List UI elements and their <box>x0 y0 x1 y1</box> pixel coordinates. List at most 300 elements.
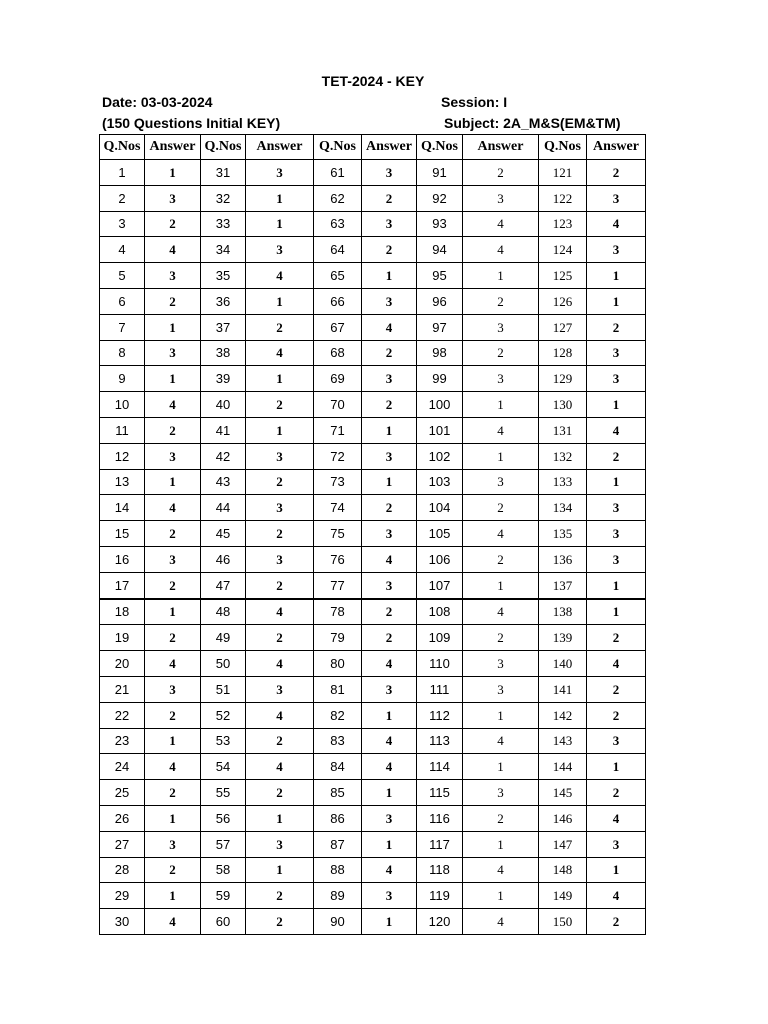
question-number-cell: 22 <box>100 702 145 728</box>
question-number-cell: 147 <box>539 831 587 857</box>
answer-cell: 2 <box>587 160 646 186</box>
answer-cell: 3 <box>362 883 417 909</box>
answer-cell: 1 <box>362 417 417 443</box>
question-number-cell: 28 <box>100 857 145 883</box>
question-number-cell: 149 <box>539 883 587 909</box>
answer-cell: 4 <box>463 728 539 754</box>
answer-cell: 2 <box>463 160 539 186</box>
answer-key-table <box>99 134 646 935</box>
question-number-cell: 115 <box>417 780 463 806</box>
column-header: Answer <box>463 135 539 160</box>
answer-cell: 1 <box>246 805 314 831</box>
page-title: TET-2024 - KEY <box>321 73 425 89</box>
answer-cell: 3 <box>587 546 646 572</box>
answer-cell: 3 <box>362 443 417 469</box>
answer-cell: 3 <box>246 495 314 521</box>
key-description: (150 Questions Initial KEY) <box>102 115 281 131</box>
table-row <box>100 702 646 728</box>
answer-cell: 1 <box>145 805 201 831</box>
question-number-cell: 17 <box>100 572 145 598</box>
answer-cell: 4 <box>246 651 314 677</box>
table-row <box>100 805 646 831</box>
table-row <box>100 237 646 263</box>
answer-cell: 3 <box>587 495 646 521</box>
column-header: Answer <box>362 135 417 160</box>
question-number-cell: 118 <box>417 857 463 883</box>
question-number-cell: 91 <box>417 160 463 186</box>
question-number-cell: 26 <box>100 805 145 831</box>
question-number-cell: 34 <box>201 237 246 263</box>
answer-cell: 2 <box>463 546 539 572</box>
question-number-cell: 98 <box>417 340 463 366</box>
question-number-cell: 74 <box>314 495 362 521</box>
table-row <box>100 263 646 289</box>
question-number-cell: 12 <box>100 443 145 469</box>
question-number-cell: 36 <box>201 288 246 314</box>
question-number-cell: 2 <box>100 185 145 211</box>
answer-cell: 4 <box>145 651 201 677</box>
question-number-cell: 137 <box>539 572 587 598</box>
answer-cell: 1 <box>463 754 539 780</box>
answer-cell: 2 <box>246 314 314 340</box>
answer-cell: 3 <box>145 831 201 857</box>
column-header: Q.Nos <box>100 135 145 160</box>
answer-cell: 4 <box>246 599 314 625</box>
question-number-cell: 131 <box>539 417 587 443</box>
answer-cell: 1 <box>145 728 201 754</box>
question-number-cell: 90 <box>314 909 362 935</box>
answer-cell: 2 <box>246 572 314 598</box>
question-number-cell: 27 <box>100 831 145 857</box>
question-number-cell: 42 <box>201 443 246 469</box>
table-row <box>100 572 646 598</box>
answer-cell: 4 <box>463 211 539 237</box>
answer-cell: 1 <box>587 857 646 883</box>
question-number-cell: 65 <box>314 263 362 289</box>
answer-cell: 4 <box>463 599 539 625</box>
question-number-cell: 128 <box>539 340 587 366</box>
answer-cell: 1 <box>587 599 646 625</box>
exam-date: Date: 03-03-2024 <box>102 94 213 110</box>
answer-cell: 1 <box>362 780 417 806</box>
table-row <box>100 831 646 857</box>
question-number-cell: 94 <box>417 237 463 263</box>
answer-cell: 3 <box>362 572 417 598</box>
column-header: Q.Nos <box>539 135 587 160</box>
question-number-cell: 7 <box>100 314 145 340</box>
answer-cell: 2 <box>246 625 314 651</box>
question-number-cell: 138 <box>539 599 587 625</box>
question-number-cell: 86 <box>314 805 362 831</box>
answer-cell: 2 <box>587 702 646 728</box>
answer-cell: 4 <box>463 521 539 547</box>
answer-cell: 1 <box>145 160 201 186</box>
answer-cell: 4 <box>587 417 646 443</box>
answer-cell: 1 <box>587 263 646 289</box>
question-number-cell: 4 <box>100 237 145 263</box>
answer-cell: 4 <box>362 728 417 754</box>
question-number-cell: 37 <box>201 314 246 340</box>
question-number-cell: 84 <box>314 754 362 780</box>
table-row <box>100 392 646 418</box>
answer-cell: 1 <box>587 288 646 314</box>
question-number-cell: 55 <box>201 780 246 806</box>
table-row <box>100 546 646 572</box>
answer-cell: 1 <box>362 469 417 495</box>
question-number-cell: 41 <box>201 417 246 443</box>
table-row <box>100 469 646 495</box>
question-number-cell: 63 <box>314 211 362 237</box>
answer-cell: 2 <box>145 288 201 314</box>
answer-cell: 2 <box>463 805 539 831</box>
answer-cell: 2 <box>246 521 314 547</box>
answer-cell: 3 <box>362 160 417 186</box>
answer-cell: 3 <box>463 676 539 702</box>
answer-cell: 4 <box>587 651 646 677</box>
answer-cell: 1 <box>362 831 417 857</box>
answer-cell: 2 <box>362 599 417 625</box>
answer-cell: 2 <box>362 185 417 211</box>
answer-cell: 3 <box>587 340 646 366</box>
answer-cell: 4 <box>145 754 201 780</box>
answer-cell: 4 <box>246 702 314 728</box>
answer-cell: 4 <box>587 883 646 909</box>
answer-cell: 3 <box>362 521 417 547</box>
table-row <box>100 625 646 651</box>
answer-cell: 4 <box>145 495 201 521</box>
answer-cell: 2 <box>587 443 646 469</box>
answer-cell: 3 <box>587 728 646 754</box>
question-number-cell: 19 <box>100 625 145 651</box>
question-number-cell: 50 <box>201 651 246 677</box>
question-number-cell: 44 <box>201 495 246 521</box>
table-row <box>100 314 646 340</box>
column-header: Answer <box>246 135 314 160</box>
question-number-cell: 60 <box>201 909 246 935</box>
question-number-cell: 58 <box>201 857 246 883</box>
question-number-cell: 32 <box>201 185 246 211</box>
question-number-cell: 57 <box>201 831 246 857</box>
table-header-row <box>100 135 646 160</box>
table-row <box>100 495 646 521</box>
answer-cell: 2 <box>587 625 646 651</box>
question-number-cell: 73 <box>314 469 362 495</box>
question-number-cell: 126 <box>539 288 587 314</box>
answer-cell: 2 <box>463 625 539 651</box>
column-header: Q.Nos <box>314 135 362 160</box>
question-number-cell: 23 <box>100 728 145 754</box>
answer-cell: 3 <box>587 185 646 211</box>
question-number-cell: 25 <box>100 780 145 806</box>
answer-cell: 3 <box>463 366 539 392</box>
answer-cell: 2 <box>362 237 417 263</box>
question-number-cell: 110 <box>417 651 463 677</box>
answer-cell: 1 <box>362 702 417 728</box>
question-number-cell: 133 <box>539 469 587 495</box>
question-number-cell: 85 <box>314 780 362 806</box>
answer-cell: 3 <box>463 185 539 211</box>
answer-cell: 2 <box>246 469 314 495</box>
question-number-cell: 121 <box>539 160 587 186</box>
question-number-cell: 75 <box>314 521 362 547</box>
table-row <box>100 417 646 443</box>
question-number-cell: 40 <box>201 392 246 418</box>
question-number-cell: 145 <box>539 780 587 806</box>
session-label: Session: I <box>441 94 508 110</box>
answer-cell: 3 <box>362 366 417 392</box>
question-number-cell: 11 <box>100 417 145 443</box>
question-number-cell: 79 <box>314 625 362 651</box>
answer-cell: 3 <box>587 366 646 392</box>
answer-cell: 1 <box>463 702 539 728</box>
question-number-cell: 16 <box>100 546 145 572</box>
question-number-cell: 132 <box>539 443 587 469</box>
answer-cell: 3 <box>463 651 539 677</box>
answer-cell: 1 <box>246 857 314 883</box>
answer-cell: 3 <box>362 676 417 702</box>
column-header: Q.Nos <box>417 135 463 160</box>
answer-cell: 2 <box>145 521 201 547</box>
question-number-cell: 127 <box>539 314 587 340</box>
answer-cell: 2 <box>246 392 314 418</box>
question-number-cell: 119 <box>417 883 463 909</box>
question-number-cell: 113 <box>417 728 463 754</box>
question-number-cell: 13 <box>100 469 145 495</box>
table-row <box>100 651 646 677</box>
answer-cell: 3 <box>463 780 539 806</box>
question-number-cell: 71 <box>314 417 362 443</box>
question-number-cell: 150 <box>539 909 587 935</box>
question-number-cell: 46 <box>201 546 246 572</box>
question-number-cell: 24 <box>100 754 145 780</box>
question-number-cell: 146 <box>539 805 587 831</box>
question-number-cell: 125 <box>539 263 587 289</box>
answer-cell: 4 <box>362 857 417 883</box>
table-row <box>100 754 646 780</box>
answer-cell: 3 <box>587 237 646 263</box>
answer-cell: 2 <box>145 572 201 598</box>
answer-cell: 1 <box>463 392 539 418</box>
answer-cell: 1 <box>587 572 646 598</box>
answer-cell: 3 <box>145 340 201 366</box>
subject-label: Subject: 2A_M&S(EM&TM) <box>444 115 621 131</box>
question-number-cell: 87 <box>314 831 362 857</box>
table-row <box>100 780 646 806</box>
question-number-cell: 140 <box>539 651 587 677</box>
question-number-cell: 80 <box>314 651 362 677</box>
answer-cell: 2 <box>145 702 201 728</box>
question-number-cell: 9 <box>100 366 145 392</box>
question-number-cell: 122 <box>539 185 587 211</box>
question-number-cell: 33 <box>201 211 246 237</box>
question-number-cell: 103 <box>417 469 463 495</box>
question-number-cell: 97 <box>417 314 463 340</box>
answer-cell: 3 <box>246 443 314 469</box>
answer-cell: 3 <box>145 443 201 469</box>
answer-cell: 1 <box>587 754 646 780</box>
answer-cell: 1 <box>587 469 646 495</box>
question-number-cell: 1 <box>100 160 145 186</box>
question-number-cell: 124 <box>539 237 587 263</box>
question-number-cell: 43 <box>201 469 246 495</box>
question-number-cell: 92 <box>417 185 463 211</box>
answer-cell: 1 <box>145 599 201 625</box>
answer-cell: 1 <box>145 314 201 340</box>
answer-cell: 2 <box>587 314 646 340</box>
answer-cell: 1 <box>463 572 539 598</box>
answer-cell: 2 <box>362 340 417 366</box>
question-number-cell: 15 <box>100 521 145 547</box>
table-row <box>100 909 646 935</box>
question-number-cell: 39 <box>201 366 246 392</box>
answer-cell: 2 <box>463 288 539 314</box>
answer-cell: 1 <box>463 263 539 289</box>
question-number-cell: 123 <box>539 211 587 237</box>
question-number-cell: 95 <box>417 263 463 289</box>
answer-cell: 3 <box>246 546 314 572</box>
table-row <box>100 340 646 366</box>
answer-cell: 2 <box>145 211 201 237</box>
table-row <box>100 211 646 237</box>
question-number-cell: 116 <box>417 805 463 831</box>
answer-cell: 4 <box>246 754 314 780</box>
question-number-cell: 76 <box>314 546 362 572</box>
question-number-cell: 47 <box>201 572 246 598</box>
answer-cell: 2 <box>246 883 314 909</box>
answer-cell: 4 <box>463 857 539 883</box>
question-number-cell: 10 <box>100 392 145 418</box>
question-number-cell: 104 <box>417 495 463 521</box>
question-number-cell: 21 <box>100 676 145 702</box>
answer-cell: 4 <box>246 340 314 366</box>
question-number-cell: 96 <box>417 288 463 314</box>
question-number-cell: 89 <box>314 883 362 909</box>
answer-cell: 3 <box>246 237 314 263</box>
answer-cell: 4 <box>362 314 417 340</box>
table-row <box>100 288 646 314</box>
answer-cell: 3 <box>587 831 646 857</box>
question-number-cell: 136 <box>539 546 587 572</box>
column-header: Answer <box>587 135 646 160</box>
question-number-cell: 3 <box>100 211 145 237</box>
question-number-cell: 82 <box>314 702 362 728</box>
question-number-cell: 135 <box>539 521 587 547</box>
question-number-cell: 108 <box>417 599 463 625</box>
question-number-cell: 144 <box>539 754 587 780</box>
question-number-cell: 48 <box>201 599 246 625</box>
answer-cell: 1 <box>587 392 646 418</box>
column-header: Q.Nos <box>201 135 246 160</box>
question-number-cell: 148 <box>539 857 587 883</box>
answer-cell: 4 <box>246 263 314 289</box>
question-number-cell: 54 <box>201 754 246 780</box>
answer-cell: 4 <box>362 546 417 572</box>
question-number-cell: 112 <box>417 702 463 728</box>
question-number-cell: 38 <box>201 340 246 366</box>
question-number-cell: 93 <box>417 211 463 237</box>
question-number-cell: 77 <box>314 572 362 598</box>
table-row <box>100 160 646 186</box>
question-number-cell: 31 <box>201 160 246 186</box>
table-row <box>100 857 646 883</box>
question-number-cell: 35 <box>201 263 246 289</box>
answer-cell: 2 <box>145 857 201 883</box>
answer-cell: 1 <box>362 263 417 289</box>
question-number-cell: 141 <box>539 676 587 702</box>
answer-cell: 4 <box>145 237 201 263</box>
answer-cell: 2 <box>362 495 417 521</box>
answer-cell: 2 <box>463 495 539 521</box>
answer-cell: 4 <box>463 417 539 443</box>
answer-cell: 2 <box>145 417 201 443</box>
answer-cell: 4 <box>145 909 201 935</box>
answer-cell: 2 <box>463 340 539 366</box>
answer-cell: 2 <box>145 780 201 806</box>
answer-cell: 3 <box>145 676 201 702</box>
question-number-cell: 107 <box>417 572 463 598</box>
question-number-cell: 52 <box>201 702 246 728</box>
answer-cell: 3 <box>587 521 646 547</box>
answer-cell: 2 <box>246 728 314 754</box>
question-number-cell: 14 <box>100 495 145 521</box>
answer-cell: 2 <box>587 676 646 702</box>
question-number-cell: 139 <box>539 625 587 651</box>
question-number-cell: 18 <box>100 599 145 625</box>
question-number-cell: 67 <box>314 314 362 340</box>
question-number-cell: 53 <box>201 728 246 754</box>
question-number-cell: 62 <box>314 185 362 211</box>
answer-cell: 1 <box>246 211 314 237</box>
answer-cell: 1 <box>463 883 539 909</box>
answer-cell: 3 <box>145 546 201 572</box>
question-number-cell: 109 <box>417 625 463 651</box>
question-number-cell: 8 <box>100 340 145 366</box>
answer-cell: 1 <box>463 443 539 469</box>
answer-cell: 2 <box>362 625 417 651</box>
answer-cell: 1 <box>246 185 314 211</box>
answer-cell: 4 <box>587 805 646 831</box>
question-number-cell: 20 <box>100 651 145 677</box>
answer-cell: 1 <box>246 366 314 392</box>
question-number-cell: 129 <box>539 366 587 392</box>
question-number-cell: 64 <box>314 237 362 263</box>
question-number-cell: 117 <box>417 831 463 857</box>
answer-cell: 4 <box>145 392 201 418</box>
table-row <box>100 185 646 211</box>
answer-cell: 4 <box>463 909 539 935</box>
answer-cell: 2 <box>246 909 314 935</box>
question-number-cell: 83 <box>314 728 362 754</box>
answer-cell: 4 <box>362 651 417 677</box>
question-number-cell: 68 <box>314 340 362 366</box>
answer-cell: 2 <box>587 780 646 806</box>
question-number-cell: 99 <box>417 366 463 392</box>
table-row <box>100 521 646 547</box>
question-number-cell: 134 <box>539 495 587 521</box>
table-row <box>100 599 646 625</box>
answer-cell: 3 <box>246 676 314 702</box>
question-number-cell: 106 <box>417 546 463 572</box>
answer-cell: 3 <box>145 263 201 289</box>
question-number-cell: 61 <box>314 160 362 186</box>
answer-cell: 3 <box>246 160 314 186</box>
answer-cell: 1 <box>145 883 201 909</box>
question-number-cell: 105 <box>417 521 463 547</box>
question-number-cell: 69 <box>314 366 362 392</box>
answer-cell: 1 <box>145 469 201 495</box>
question-number-cell: 56 <box>201 805 246 831</box>
question-number-cell: 49 <box>201 625 246 651</box>
